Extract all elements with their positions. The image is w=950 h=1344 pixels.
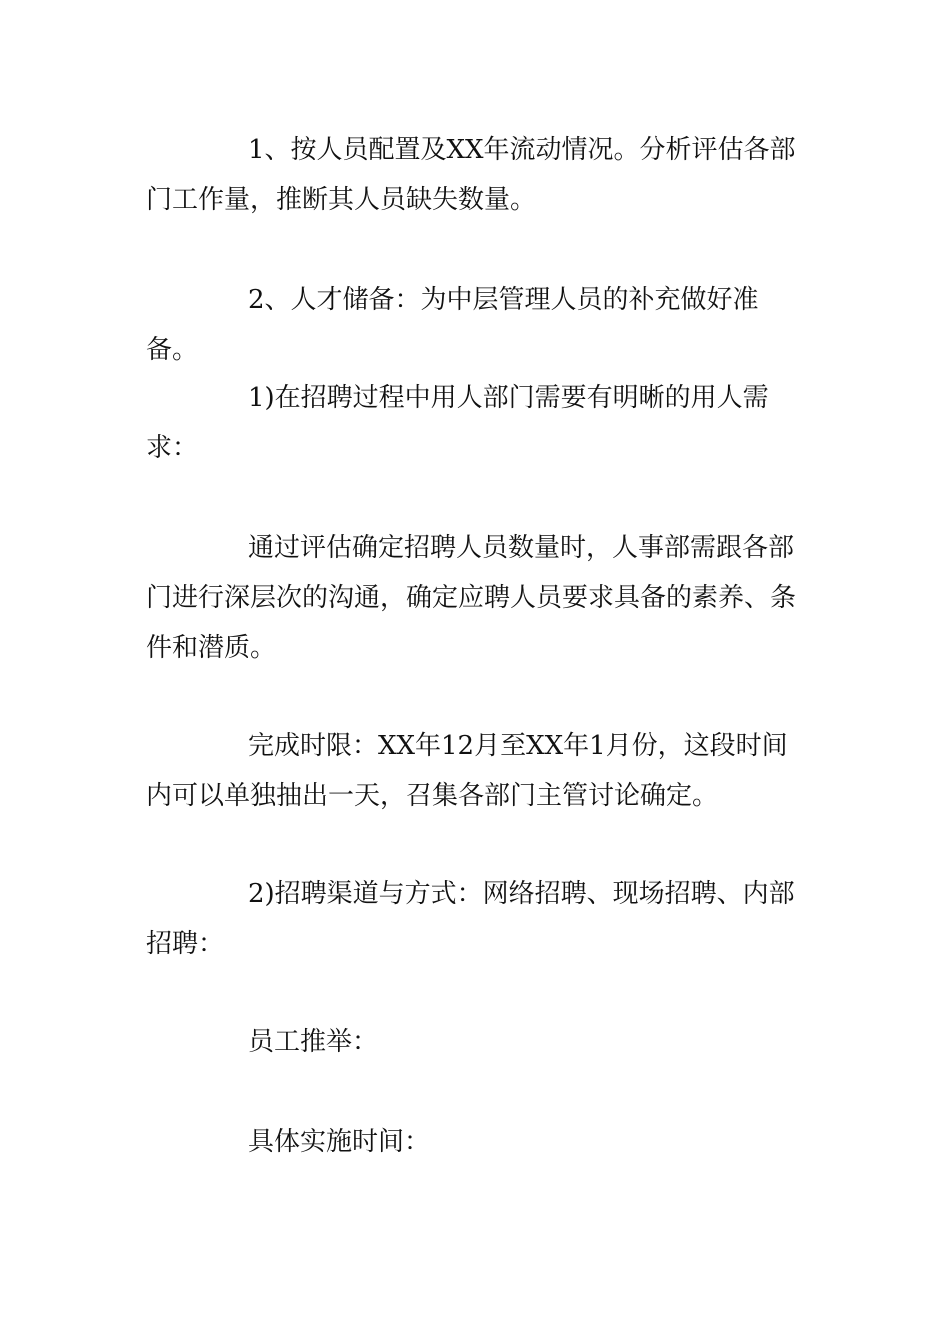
paragraph-employee-referral: 员工推举： (248, 1027, 379, 1057)
paragraph-recruiting-channels: 2)招聘渠道与方式：网络招聘、现场招聘、内部招聘： (146, 879, 795, 959)
paragraph-talent-reserve: 2、人才储备：为中层管理人员的补充做好准备。 (146, 285, 759, 365)
paragraph-hiring-needs: 1)在招聘过程中用人部门需要有明晰的用人需求： (146, 383, 769, 463)
paragraph-department-communication: 通过评估确定招聘人员数量时，人事部需跟各部门进行深层次的沟通，确定应聘人员要求具备的素养、条件和潜质。 (146, 533, 797, 663)
paragraph-deadline: 完成时限：XX年12月至XX年1月份，这段时间内可以单独抽出一天，召集各部门主管讨论确定。 (146, 731, 788, 811)
paragraph-implementation-time: 具体实施时间： (248, 1127, 431, 1157)
paragraph-staffing-analysis: 1、按人员配置及XX年流动情况。分析评估各部门工作量，推断其人员缺失数量。 (146, 135, 796, 215)
